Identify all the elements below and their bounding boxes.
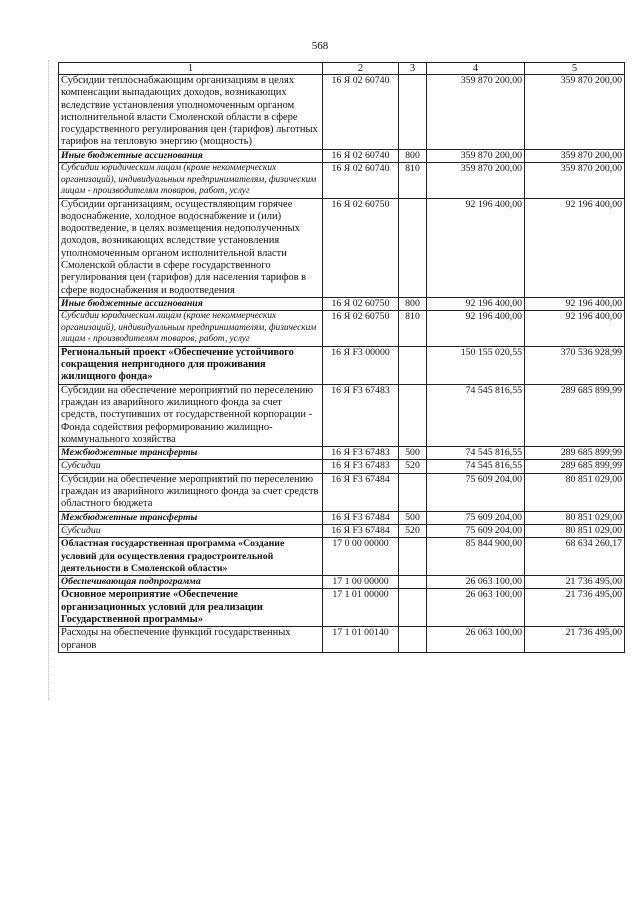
row-amount-year-1: 26 063 100,00 xyxy=(427,627,525,653)
row-amount-year-1: 92 196 400,00 xyxy=(427,297,525,310)
row-amount-year-2: 359 870 200,00 xyxy=(525,149,625,162)
table-row xyxy=(59,538,625,576)
row-code: 16 Я 02 60740 xyxy=(323,149,399,162)
row-amount-year-1: 74 545 816,55 xyxy=(427,384,525,446)
row-name: Субсидии xyxy=(59,524,323,537)
row-amount-year-2: 80 851 029,00 xyxy=(525,473,625,511)
row-name: Иные бюджетные ассигнования xyxy=(59,149,323,162)
row-amount-year-2: 359 870 200,00 xyxy=(525,163,625,199)
row-name: Иные бюджетные ассигнования xyxy=(59,297,323,310)
table-row xyxy=(59,447,625,460)
row-amount-year-1: 26 063 100,00 xyxy=(427,589,525,627)
row-name: Субсидии на обеспечение мероприятий по переселению граждан из аварийного жилищного фонда за счет средств, поступивших от государственной корпорации - Фонда содействия реформированию жилищно-коммунального хозяйства xyxy=(59,384,323,446)
row-amount-year-2: 289 685 899,99 xyxy=(525,447,625,460)
row-amount-year-2: 92 196 400,00 xyxy=(525,198,625,297)
row-amount-year-2: 370 536 928,99 xyxy=(525,346,625,384)
row-code: 17 1 01 00140 xyxy=(323,627,399,653)
row-expense-type xyxy=(399,198,427,297)
row-expense-type: 810 xyxy=(399,311,427,347)
row-expense-type: 810 xyxy=(399,163,427,199)
row-amount-year-2: 92 196 400,00 xyxy=(525,311,625,347)
row-expense-type xyxy=(399,627,427,653)
table-row xyxy=(59,589,625,627)
header-cell: 4 xyxy=(427,63,525,75)
row-amount-year-1: 75 609 204,00 xyxy=(427,473,525,511)
row-amount-year-2: 289 685 899,99 xyxy=(525,460,625,473)
header-cell: 3 xyxy=(399,63,427,75)
row-expense-type: 520 xyxy=(399,460,427,473)
row-amount-year-2: 289 685 899,99 xyxy=(525,384,625,446)
table-row xyxy=(59,297,625,310)
row-amount-year-1: 74 545 816,55 xyxy=(427,447,525,460)
table-row xyxy=(59,149,625,162)
row-code: 16 Я F3 67484 xyxy=(323,511,399,524)
row-amount-year-2: 80 851 029,00 xyxy=(525,511,625,524)
row-name: Основное мероприятие «Обеспечение организационных условий для реализации Государственной программы» xyxy=(59,589,323,627)
row-expense-type: 800 xyxy=(399,297,427,310)
row-amount-year-2: 21 736 495,00 xyxy=(525,627,625,653)
row-name: Областная государственная программа «Создание условий для осуществления градостроительной деятельности в Смоленской области» xyxy=(59,538,323,576)
row-code: 16 Я F3 67484 xyxy=(323,524,399,537)
row-code: 17 1 00 00000 xyxy=(323,576,399,589)
row-code: 16 Я F3 67483 xyxy=(323,384,399,446)
row-expense-type: 520 xyxy=(399,524,427,537)
row-amount-year-1: 359 870 200,00 xyxy=(427,163,525,199)
row-amount-year-1: 74 545 816,55 xyxy=(427,460,525,473)
row-code: 17 1 01 00000 xyxy=(323,589,399,627)
row-amount-year-1: 359 870 200,00 xyxy=(427,75,525,150)
row-amount-year-1: 75 609 204,00 xyxy=(427,511,525,524)
row-name: Субсидии юридическим лицам (кроме некоммерческих организаций), индивидуальным предпринимателям, физическим лицам - производителям товаров, работ, услуг xyxy=(59,311,323,347)
header-row xyxy=(59,63,625,75)
row-name: Обеспечивающая подпрограмма xyxy=(59,576,323,589)
row-name: Региональный проект «Обеспечение устойчивого сокращения непригодного для проживания жилищного фонда» xyxy=(59,346,323,384)
row-code: 16 Я F3 67484 xyxy=(323,473,399,511)
row-code: 16 Я F3 67483 xyxy=(323,460,399,473)
table-row xyxy=(59,524,625,537)
table-row xyxy=(59,311,625,347)
table-row xyxy=(59,473,625,511)
table-row xyxy=(59,511,625,524)
table-row xyxy=(59,627,625,653)
row-expense-type xyxy=(399,346,427,384)
budget-table xyxy=(58,62,625,653)
table-body xyxy=(59,75,625,653)
row-code: 16 Я 02 60750 xyxy=(323,297,399,310)
table-row xyxy=(59,460,625,473)
row-code: 16 Я 02 60740 xyxy=(323,75,399,150)
row-code: 16 Я F3 67483 xyxy=(323,447,399,460)
header-cell: 1 xyxy=(59,63,323,75)
row-expense-type xyxy=(399,538,427,576)
row-expense-type: 800 xyxy=(399,149,427,162)
row-amount-year-2: 359 870 200,00 xyxy=(525,75,625,150)
row-name: Субсидии теплоснабжающим организациям в целях компенсации выпадающих доходов, возникающих вследствие установления уполномоченным органом исполнительной власти Смоленской области в сфере государственного регулирования цен (тарифов) льготных тарифов на тепловую энергию (мощность) xyxy=(59,75,323,150)
row-amount-year-1: 92 196 400,00 xyxy=(427,198,525,297)
row-amount-year-1: 26 063 100,00 xyxy=(427,576,525,589)
row-name: Субсидии на обеспечение мероприятий по переселению граждан из аварийного жилищного фонда за счет средств областного бюджета xyxy=(59,473,323,511)
row-expense-type xyxy=(399,576,427,589)
row-amount-year-2: 80 851 029,00 xyxy=(525,524,625,537)
row-name: Межбюджетные трансферты xyxy=(59,511,323,524)
row-amount-year-2: 68 634 260,17 xyxy=(525,538,625,576)
table-row xyxy=(59,384,625,446)
row-name: Субсидии xyxy=(59,460,323,473)
header-cell: 2 xyxy=(323,63,399,75)
row-amount-year-2: 21 736 495,00 xyxy=(525,576,625,589)
row-code: 16 Я F3 00000 xyxy=(323,346,399,384)
row-code: 16 Я 02 60750 xyxy=(323,311,399,347)
row-amount-year-1: 75 609 204,00 xyxy=(427,524,525,537)
row-expense-type xyxy=(399,75,427,150)
row-expense-type: 500 xyxy=(399,447,427,460)
row-amount-year-1: 150 155 020,55 xyxy=(427,346,525,384)
table-row xyxy=(59,576,625,589)
table-row xyxy=(59,198,625,297)
row-code: 17 0 00 00000 xyxy=(323,538,399,576)
row-name: Межбюджетные трансферты xyxy=(59,447,323,460)
row-expense-type xyxy=(399,473,427,511)
row-code: 16 Я 02 60750 xyxy=(323,198,399,297)
table-row xyxy=(59,75,625,150)
page-number: 568 xyxy=(311,40,329,52)
row-expense-type xyxy=(399,384,427,446)
row-amount-year-1: 359 870 200,00 xyxy=(427,149,525,162)
row-name: Субсидии юридическим лицам (кроме некоммерческих организаций), индивидуальным предпринимателям, физическим лицам - производителям товаров, работ, услуг xyxy=(59,163,323,199)
row-expense-type xyxy=(399,589,427,627)
row-amount-year-2: 21 736 495,00 xyxy=(525,589,625,627)
row-name: Расходы на обеспечение функций государственных органов xyxy=(59,627,323,653)
table-row xyxy=(59,163,625,199)
header-cell: 5 xyxy=(525,63,625,75)
margin-line xyxy=(48,60,50,700)
row-amount-year-2: 92 196 400,00 xyxy=(525,297,625,310)
row-amount-year-1: 92 196 400,00 xyxy=(427,311,525,347)
row-expense-type: 500 xyxy=(399,511,427,524)
row-code: 16 Я 02 60740 xyxy=(323,163,399,199)
table-row xyxy=(59,346,625,384)
row-name: Субсидии организациям, осуществляющим горячее водоснабжение, холодное водоснабжение и (или) водоотведение, в целях возмещения недополученных доходов, возникающих вследствие установления уполномоченным органом исполнительной власти Смоленской области в сфере государственного регулирования цен (тарифов) для населения тарифов в сфере водоснабжения и водоотведения xyxy=(59,198,323,297)
row-amount-year-1: 85 844 900,00 xyxy=(427,538,525,576)
